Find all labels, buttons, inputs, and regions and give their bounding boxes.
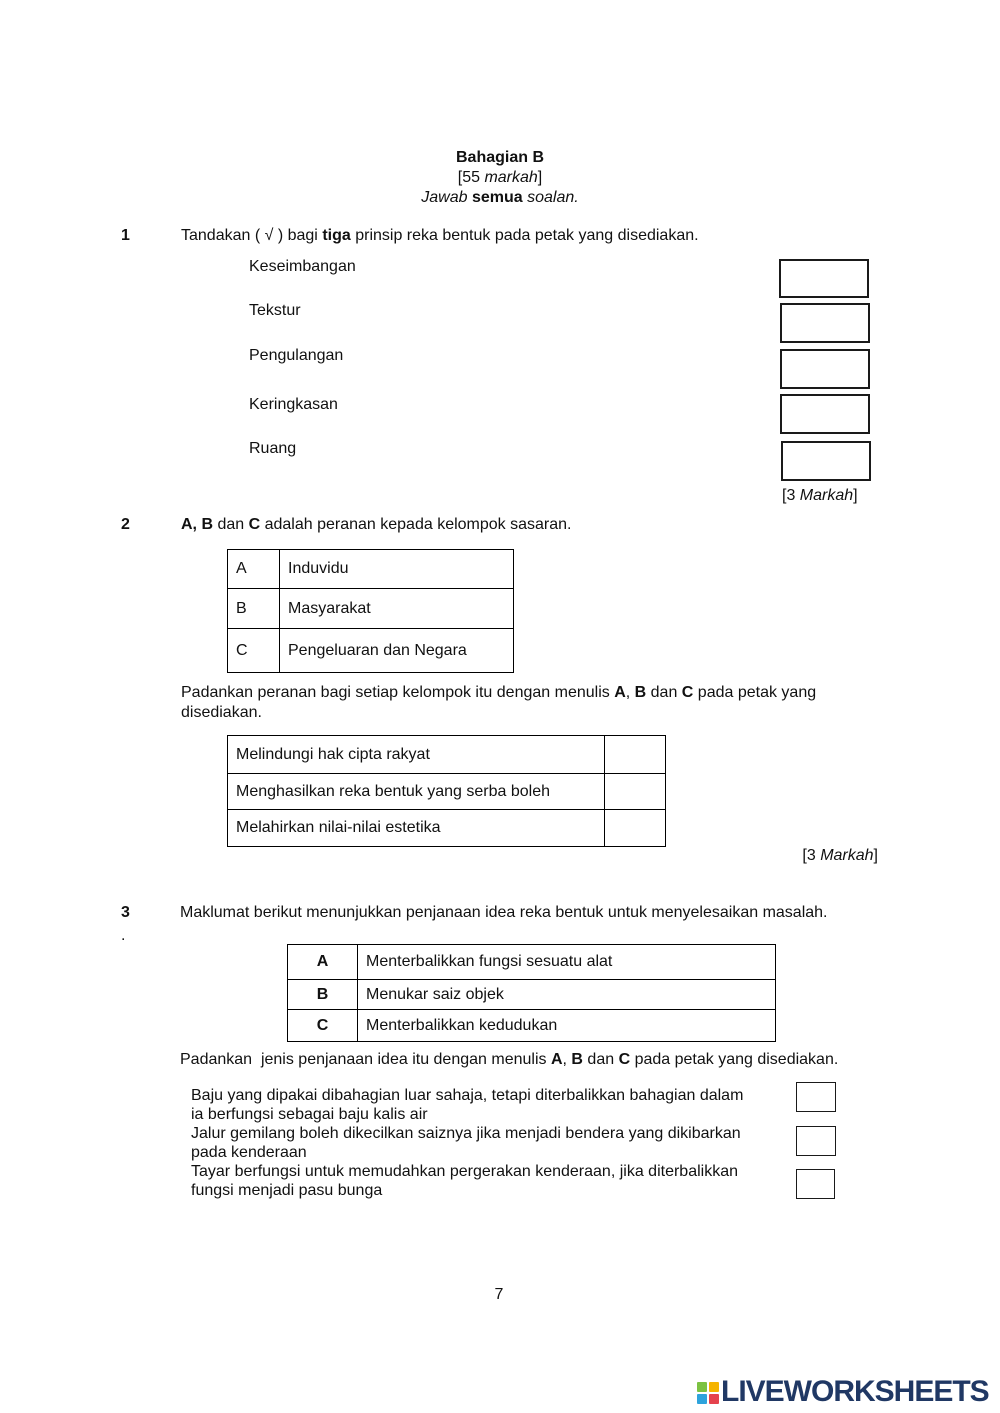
marks-word: Markah <box>799 487 854 504</box>
instruction-text: pada petak yang disediakan. <box>630 1051 839 1068</box>
instruction-letter: B <box>634 684 647 701</box>
instruction-text: Padankan peranan bagi setiap kelompok itu dengan menulis <box>181 684 615 701</box>
scenario-answer-box[interactable] <box>796 1126 836 1156</box>
principle-answer-box[interactable] <box>780 349 870 389</box>
instruction-text: Padankan jenis penjanaan idea itu dengan menulis <box>180 1051 551 1068</box>
question-2-prompt <box>181 516 571 534</box>
instruction-letter: C <box>618 1051 631 1068</box>
scenario-statement: Baju yang dipakai dibahagian luar sahaja, tetapi diterbalikkan bahagian dalam ia berfungsi sebagai baju kalis air <box>191 1087 744 1123</box>
instruction-text: dan <box>582 1051 619 1068</box>
group-letter: B <box>228 589 280 629</box>
role-answer-cell[interactable] <box>605 774 666 810</box>
logo-tile <box>709 1382 719 1392</box>
scenario-list <box>191 1086 751 1200</box>
scenario-statement: Jalur gemilang boleh dikecilkan saiznya jika menjadi bendera yang dikibarkan pada kenderaan <box>191 1125 741 1161</box>
method-name: Menterbalikkan fungsi sesuatu alat <box>358 945 776 980</box>
principle-answer-box[interactable] <box>779 259 869 298</box>
principle-option: Keringkasan <box>249 396 338 413</box>
scenario-answer-box[interactable] <box>796 1082 836 1112</box>
method-letter: B <box>288 980 358 1010</box>
question-1-number: 1 <box>121 227 130 244</box>
principle-option: Ruang <box>249 440 297 457</box>
role-statement: Menghasilkan reka bentuk yang serba boleh <box>228 774 605 810</box>
role-answer-cell[interactable] <box>605 736 666 774</box>
role-statement: Melahirkan nilai-nilai estetika <box>228 810 605 847</box>
question-1-marks <box>782 487 858 505</box>
logo-tile <box>709 1394 719 1404</box>
method-letter: C <box>288 1010 358 1042</box>
question-2-prompt-emphasis: A, B <box>181 516 213 533</box>
group-letter: C <box>228 629 280 673</box>
question-2-marks <box>802 847 878 865</box>
roles-matching-table <box>227 735 666 847</box>
page-number: 7 <box>494 1286 504 1303</box>
section-instruction-part: Jawab <box>421 189 472 206</box>
group-name: Pengeluaran dan Negara <box>280 629 514 673</box>
scenario-answer-box[interactable] <box>796 1169 835 1199</box>
principle-answer-box[interactable] <box>780 303 870 343</box>
question-1-prompt <box>181 227 699 245</box>
instruction-letter: B <box>571 1051 583 1068</box>
section-marks <box>0 169 1000 187</box>
question-3-instruction <box>180 1051 838 1069</box>
section-instruction-emphasis: semua <box>471 189 523 206</box>
section-marks-open: [55 <box>457 169 485 186</box>
principle-option: Keseimbangan <box>249 258 356 275</box>
instruction-text: , <box>562 1051 572 1068</box>
question-3-prompt: Maklumat berikut menunjukkan penjanaan idea reka bentuk untuk menyelesaikan masalah. <box>180 904 828 921</box>
logo-tile <box>697 1382 707 1392</box>
question-2-prompt-text: dan <box>213 516 249 533</box>
instruction-text: dan <box>646 684 682 701</box>
section-marks-word: markah <box>484 169 538 186</box>
marks-open: [3 <box>802 847 821 864</box>
instruction-text: pada petak yang disediakan. <box>181 684 817 721</box>
method-name: Menukar saiz objek <box>358 980 776 1010</box>
instruction-letter: A <box>550 1051 563 1068</box>
question-1-prompt-text: Tandakan ( √ ) bagi <box>181 227 323 244</box>
principle-option: Pengulangan <box>249 347 344 364</box>
marks-word: Markah <box>820 847 874 864</box>
instruction-letter: C <box>681 684 694 701</box>
question-2-prompt-emphasis: C <box>248 516 261 533</box>
role-answer-input[interactable] <box>605 810 665 846</box>
role-answer-input[interactable] <box>605 736 665 773</box>
question-2-number: 2 <box>121 516 130 533</box>
stray-mark: . <box>121 927 126 944</box>
scenario-statement: Tayar berfungsi untuk memudahkan pergerakan kenderaan, jika diterbalikkan fungsi menjadi pasu bunga <box>191 1163 738 1199</box>
role-answer-cell[interactable] <box>605 810 666 847</box>
section-instruction-part: soalan. <box>522 189 579 206</box>
group-name: Induvidu <box>280 550 514 589</box>
question-2-instruction <box>181 683 871 723</box>
question-2-prompt-text: adalah peranan kepada kelompok sasaran. <box>260 516 572 533</box>
logo-tile <box>697 1394 707 1404</box>
liveworksheets-wordmark: LIVEWORKSHEETS <box>721 1377 989 1407</box>
section-marks-close: ] <box>537 169 543 186</box>
question-3-number: 3 <box>121 904 130 921</box>
instruction-letter: A <box>614 684 626 701</box>
group-name: Masyarakat <box>280 589 514 629</box>
role-statement: Melindungi hak cipta rakyat <box>228 736 605 774</box>
section-instruction <box>0 189 1000 207</box>
target-groups-table <box>227 549 514 673</box>
question-1-prompt-emphasis: tiga <box>322 227 351 244</box>
instruction-text: , <box>625 684 635 701</box>
marks-open: [3 <box>782 487 800 504</box>
group-letter: A <box>228 550 280 589</box>
marks-close: ] <box>853 487 858 504</box>
principle-answer-box[interactable] <box>780 394 870 434</box>
role-answer-input[interactable] <box>605 774 665 809</box>
principle-answer-box[interactable] <box>781 441 871 481</box>
liveworksheets-logo-icon <box>697 1382 719 1404</box>
section-title: Bahagian B <box>455 149 544 166</box>
marks-close: ] <box>873 847 878 864</box>
method-name: Menterbalikkan kedudukan <box>358 1010 776 1042</box>
method-letter: A <box>288 945 358 980</box>
idea-methods-table <box>287 944 776 1042</box>
question-1-prompt-text: prinsip reka bentuk pada petak yang disediakan. <box>350 227 699 244</box>
principle-option: Tekstur <box>249 302 301 319</box>
